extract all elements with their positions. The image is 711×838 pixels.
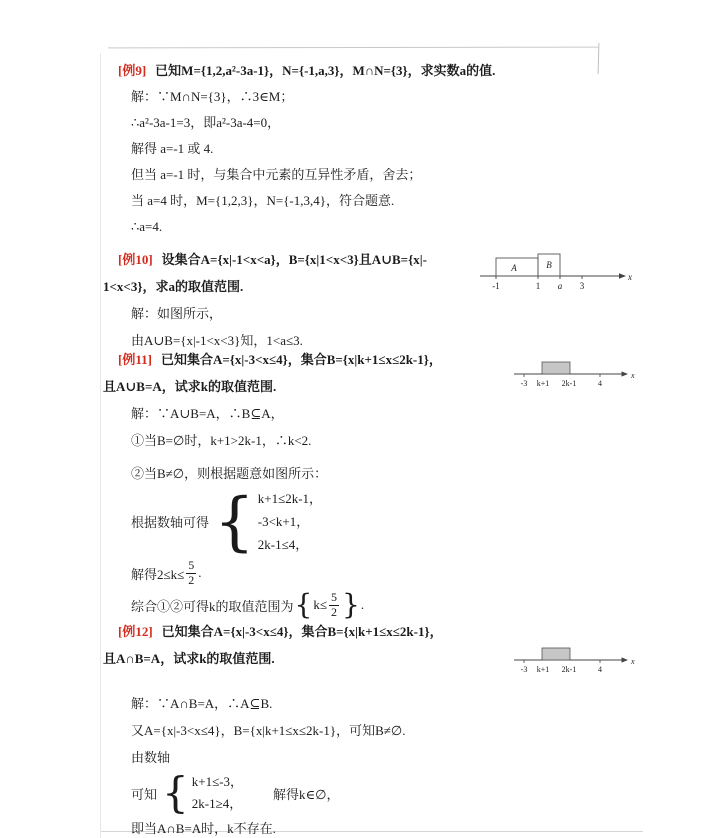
example-11-case-3: 2k-1≤4，	[257, 537, 309, 552]
example-11-summary-suffix: .	[360, 597, 365, 612]
tick-label: -3	[520, 665, 528, 674]
example-11-system-of-inequalities	[131, 484, 651, 559]
left-brace: {	[162, 768, 189, 817]
example-12-problem-text-1: 已知集合A={x|-3<x≤4}，集合B={x|k+1≤x≤2k-1}，	[161, 624, 443, 639]
example-9-solution-line-3: 解得 a=-1 或 4.	[131, 141, 214, 156]
example-9	[103, 58, 651, 240]
example-11-summary-prefix: 综合①②可得k的取值范围为	[131, 598, 294, 614]
example-10-solution-line-1: 解：如图所示，	[131, 306, 223, 321]
example-11-cases-intro: 根据数轴可得	[131, 515, 210, 530]
example-12-cases-intro: 可知	[131, 786, 158, 802]
example-10-problem-text-1: 设集合A={x|-1<x<a}，B={x|1<x<3}且A∪B={x|-	[161, 252, 427, 267]
tick-label: 3	[579, 281, 585, 291]
tick-label: -1	[492, 281, 500, 291]
example-12-case-1: k+1≤-3，	[191, 774, 244, 789]
tick-label: 4	[598, 665, 602, 674]
shaded-interval	[542, 648, 570, 660]
example-12-solution-line-4: 即当A∩B=A时，k不存在.	[131, 821, 276, 836]
example-11-label: [例11]	[118, 352, 152, 367]
tick-label: -3	[520, 379, 528, 388]
example-11-number-line-diagram	[512, 354, 638, 390]
page-top-edge	[108, 47, 598, 49]
example-10-label: [例10]	[118, 252, 153, 267]
shaded-interval	[542, 362, 570, 374]
example-11-solution-line-2: ①当B=∅时，k+1>2k-1，∴k<2.	[131, 433, 312, 448]
tick-label: 4	[598, 379, 602, 388]
tick-label: 1	[535, 281, 541, 291]
page-left-edge	[100, 53, 101, 838]
example-11-case-1: k+1≤2k-1，	[257, 491, 323, 506]
axis-label: x	[631, 657, 635, 666]
axis-label: x	[628, 272, 632, 282]
example-12-cases	[192, 771, 243, 815]
page-content	[103, 58, 651, 838]
example-9-solution-line-4: 但当 a=-1 时，与集合中元素的互异性矛盾，舍去；	[131, 167, 422, 182]
example-11-solve-prefix: 解得2≤k≤	[131, 566, 185, 582]
axis-arrow	[622, 657, 629, 662]
fraction-numerator: 5	[188, 557, 195, 572]
axis-arrow	[622, 371, 629, 376]
right-brace: }	[341, 588, 360, 621]
example-11-solution-line-3: ②当B≠∅，则根据题意如图所示：	[131, 466, 328, 481]
fraction-five-halves	[329, 591, 339, 620]
example-11-solution-line-1: 解：∵A∪B=A，∴B⊆A，	[131, 406, 284, 421]
tick-label: a	[557, 281, 563, 291]
example-12-case-2: 2k-1≥4，	[191, 796, 243, 811]
example-11-solve-line	[131, 556, 651, 590]
set-b-label: B	[546, 260, 552, 270]
tick-label: k+1	[536, 379, 550, 388]
example-11-solve-suffix: .	[198, 565, 202, 580]
axis-arrow	[619, 273, 626, 279]
left-brace: {	[294, 588, 313, 621]
example-12-problem-line-2: 且A∩B=A，试求k的取值范围.	[103, 651, 275, 666]
example-11-case-2: -3<k+1，	[257, 514, 310, 529]
example-9-solution-line-6: ∴a=4.	[131, 219, 163, 234]
example-11-problem-line-2: 且A∪B=A，试求k的取值范围.	[103, 379, 277, 394]
example-12-cases-result: 解得k∈∅，	[273, 786, 340, 802]
example-9-problem	[118, 58, 651, 84]
fraction-five-halves	[186, 559, 196, 588]
interval-box-a	[496, 258, 538, 276]
example-12-number-line-diagram	[512, 640, 638, 676]
example-10-solution-line-2: 由A∪B={x|-1<x<3}知，1<a≤3.	[131, 333, 303, 348]
example-9-solution-line-5: 当 a=4 时，M={1,2,3}，N={-1,3,4}，符合题意.	[131, 193, 395, 208]
example-11-summary-set-prefix: k≤	[313, 597, 327, 612]
example-10-number-line-diagram	[476, 244, 636, 292]
tick-label: 2k-1	[561, 665, 577, 674]
example-9-solution-line-1: 解：∵M∩N={3}，∴3∈M；	[131, 89, 294, 104]
tick-label: 2k-1	[561, 379, 577, 388]
example-12-label: [例12]	[118, 624, 153, 639]
example-11-cases	[258, 487, 322, 556]
example-11-problem-text-1: 已知集合A={x|-3<x≤4}，集合B={x|k+1≤x≤2k-1}，	[160, 352, 442, 367]
fraction-numerator: 5	[330, 589, 337, 604]
example-11-summary-line	[131, 590, 651, 620]
set-a-label: A	[511, 263, 517, 273]
example-12-solution-line-1: 解：∵A∩B=A，∴A⊆B.	[131, 696, 273, 711]
fraction-denominator: 2	[188, 572, 195, 587]
example-12-solution-line-3: 由数轴	[131, 750, 171, 765]
example-12-system-of-inequalities	[131, 768, 651, 817]
example-9-label: [例9]	[118, 63, 147, 78]
tick-label: k+1	[536, 665, 550, 674]
example-10-problem-line-2: 1<x<3}，求a的取值范围.	[103, 279, 244, 294]
fraction-denominator: 2	[330, 604, 337, 619]
left-brace: {	[214, 484, 255, 559]
axis-label: x	[631, 371, 635, 380]
example-12-solution-line-2: 又A={x|-3<x≤4}，B={x|k+1≤x≤2k-1}，可知B≠∅.	[131, 723, 406, 738]
example-9-solution-line-2: ∴a²-3a-1=3，即a²-3a-4=0，	[131, 115, 281, 130]
example-9-problem-text: 已知M={1,2,a²-3a-1}，N={-1,a,3}，M∩N={3}，求实数a的值.	[155, 63, 496, 78]
